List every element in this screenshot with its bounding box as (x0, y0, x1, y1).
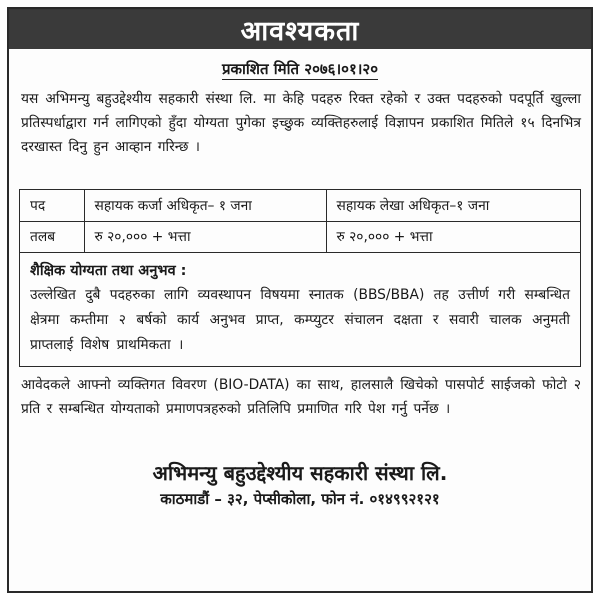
intro-paragraph: यस अभिमन्यु बहुउद्देश्यीय सहकारी संस्था लि. मा केहि पदहरु रिक्त रहेको र उक्त पदहरुको पदपूर्ति खुल्ला प्रतिस्पर्धाद्वारा गर्न लागिएको हुँदा योग्यता पुगेका इच्छुक व्यक्तिहरुलाई विज्ञापन प्रकाशित मितिले १५ दिनभित्र दरखास्त दिनु हुन आव्हान गरिन्छ । (21, 91, 581, 155)
post-credit-officer: सहायक कर्जा अधिकृत– १ जना (84, 190, 326, 221)
table-row (20, 190, 580, 221)
salary-credit-officer: रु २०,००० + भत्ता (84, 221, 326, 252)
posts-table (20, 190, 580, 253)
qualification-section (20, 253, 580, 366)
publication-date-text: प्रकाशित मिति २०७६।०१।२० (221, 60, 379, 78)
qualification-title: शैक्षिक योग्यता तथा अनुभव : (30, 262, 187, 279)
vacancy-notice (7, 7, 593, 593)
row-label-salary: तलब (20, 221, 84, 252)
row-label-post: पद (20, 190, 84, 221)
qualification-text: उल्लेखित दुबै पदहरुका लागि व्यवस्थापन विषयमा स्नातक (BBS/BBA) तह उत्तीर्ण गरी सम्बन्धित क्षेत्रमा कम्तीमा २ बर्षको कार्य अनुभव प्राप्त, कम्प्युटर संचालन दक्षता र सवारी चालक अनुमती प्राप्तलाई विशेष प्राथमिकता । (30, 286, 570, 353)
biodata-paragraph: आवेदकले आफ्नो व्यक्तिगत विवरण (BIO-DATA) का साथ, हालसालै खिचेको पासपोर्ट साईजको फोटो २ प्रति र सम्बन्धित योग्यताको प्रमाणपत्रहरुको प्रतिलिपि प्रमाणित गरि पेश गर्नु पर्नेछ । (21, 376, 581, 417)
table-row (20, 221, 580, 252)
post-accounts-officer: सहायक लेखा अधिकृत–१ जना (326, 190, 580, 221)
publication-date (9, 59, 591, 83)
salary-accounts-officer: रु २०,००० + भत्ता (326, 221, 580, 252)
organization-name: अभिमन्यु बहुउद्देश्यीय सहकारी संस्था लि. (152, 460, 448, 485)
vacancy-details-box (19, 189, 581, 367)
organization-address: काठमाडौं – ३२, पेप्सीकोला, फोन नं. ०१४९९२१२१ (160, 489, 440, 508)
notice-title: आवश्यकता (9, 9, 591, 49)
